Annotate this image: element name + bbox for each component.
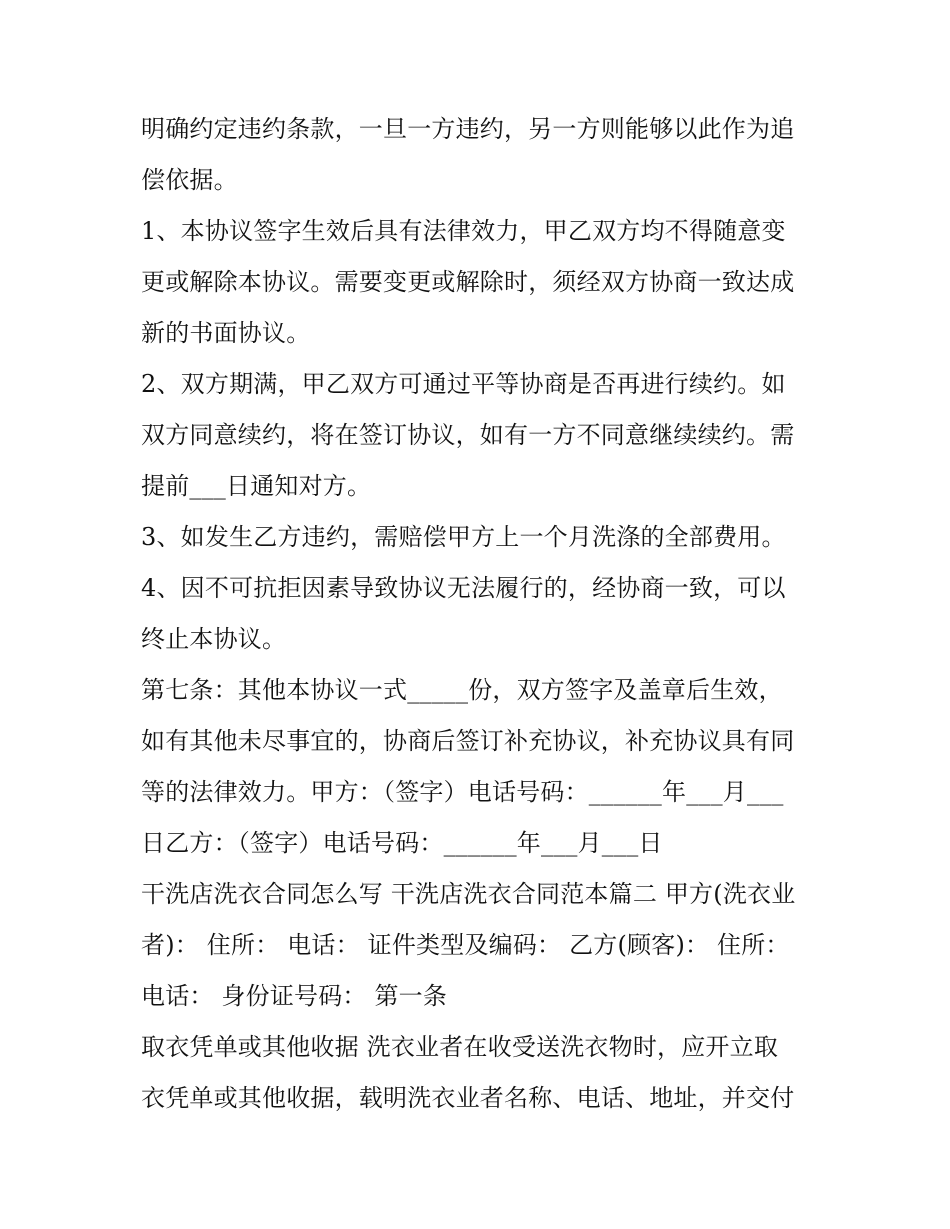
- text-line: 4、因不可抗拒因素导致协议无法履行的，经协商一致，可以: [141, 574, 786, 602]
- text-line: 2、双方期满，甲乙双方可通过平等协商是否再进行续约。如: [141, 370, 786, 398]
- text-line: 日乙方：（签字）电话号码：______年___月___日: [141, 829, 663, 857]
- text-line: 终止本协议。: [141, 625, 287, 653]
- text-line: 干洗店洗衣合同怎么写 干洗店洗衣合同范本篇二 甲方(洗衣业: [141, 880, 796, 908]
- text-line: 明确约定违约条款，一旦一方违约，另一方则能够以此作为追: [141, 115, 795, 143]
- text-line: 取衣凭单或其他收据 洗衣业者在收受送洗衣物时，应开立取: [141, 1033, 779, 1061]
- text-line: 偿依据。: [141, 166, 238, 194]
- text-line: 第七条：其他本协议一式_____份，双方签字及盖章后生效，: [141, 676, 783, 704]
- text-line: 更或解除本协议。需要变更或解除时，须经双方协商一致达成: [141, 268, 795, 296]
- text-line: 新的书面协议。: [141, 319, 311, 347]
- text-line: 双方同意续约，将在签订协议，如有一方不同意继续续约。需: [141, 421, 795, 449]
- text-line: 衣凭单或其他收据，载明洗衣业者名称、电话、地址，并交付: [141, 1084, 795, 1112]
- text-line: 如有其他未尽事宜的，协商后签订补充协议，补充协议具有同: [141, 727, 795, 755]
- text-line: 提前___日通知对方。: [141, 472, 372, 500]
- text-line: 电话： 身份证号码： 第一条: [141, 982, 448, 1010]
- text-line: 1、本协议签字生效后具有法律效力，甲乙双方均不得随意变: [141, 217, 786, 245]
- text-line: 等的法律效力。甲方：（签字）电话号码：______年___月___: [141, 778, 784, 806]
- text-line: 3、如发生乙方违约，需赔偿甲方上一个月洗涤的全部费用。: [141, 523, 786, 551]
- text-line: 者)： 住所： 电话： 证件类型及编码： 乙方(顾客)： 住所：: [141, 931, 790, 959]
- document-body: [141, 104, 821, 1124]
